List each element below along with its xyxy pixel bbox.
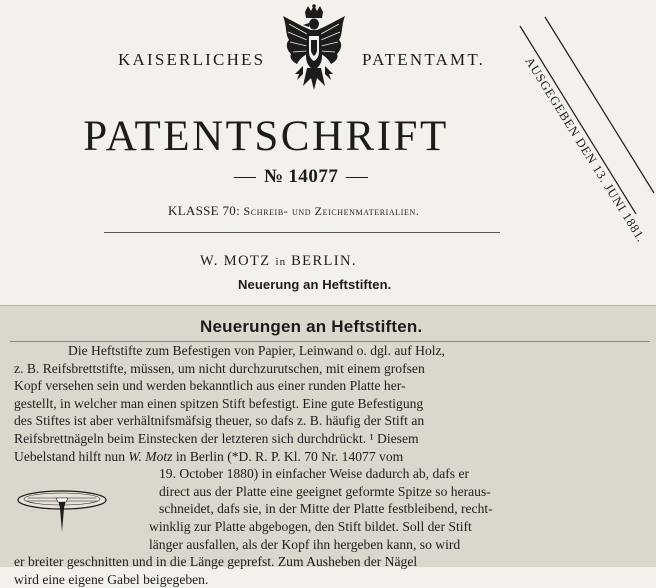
header-left-word: KAISERLICHES <box>118 50 266 69</box>
text-line: schneidet, dafs sie, in der Mitte der Platte festbleibend, recht- <box>159 501 493 517</box>
text-line: winklig zur Platte abgebogen, den Stift bildet. Soll der Stift <box>149 518 472 534</box>
text-line: Die Heftstifte zum Befestigen von Papier, Leinwand o. dgl. auf Holz, <box>68 343 445 358</box>
text-line: z. B. Reifsbrettstifte, müssen, um nicht durchzurutschen, mit einem grofsen <box>14 360 425 376</box>
text-line: er breiter geschnitten und in die Länge geprefst. Zum Ausheben der Nägel <box>14 554 418 570</box>
issue-date-stamp: AUSGEGEBEN DEN 13. JUNI 1881. <box>522 54 649 245</box>
journal-excerpt <box>0 305 656 587</box>
text-line: gestellt, in welcher man einen spitzen Stift befestigt. Eine gute Befestigung <box>14 395 424 411</box>
text-line: des Stiftes ist aber verhältnifsmäfsig theuer, so dafs z. B. häufig der Stift an <box>14 413 425 429</box>
excerpt-paragraph <box>14 342 646 588</box>
text-line: direct aus der Platte eine geeignet geformte Spitze so heraus- <box>159 483 491 499</box>
inventor-line <box>200 253 357 270</box>
inventor-name: W. MOTZ <box>200 253 271 269</box>
patent-number <box>226 166 376 188</box>
header-right-word: PATENTAMT. <box>362 50 486 69</box>
text-line: Kopf versehen sein und werden bekanntlich aus einer runden Platte her- <box>14 378 406 394</box>
klasse-line <box>168 203 420 219</box>
patent-subject: Neuerung an Heftstiften. <box>238 277 392 292</box>
klasse-category: Schreib- und Zeichenmaterialien. <box>243 204 420 218</box>
text-line: Reifsbrettnägeln beim Einstecken der letzteren sich durchdrückt. ¹ Diesem <box>14 430 419 446</box>
inventor-italic: W. Motz <box>128 448 173 464</box>
inventor-city: BERLIN. <box>291 253 357 269</box>
text-line: länger ausfallen, als der Kopf ihn hergeben kann, so wird <box>149 536 461 552</box>
text-line: 19. October 1880) in einfacher Weise dadurch ab, dafs er <box>159 466 470 482</box>
thumbtack-drawing-icon <box>12 486 122 536</box>
number-value: 14077 <box>288 166 339 187</box>
excerpt-title: Neuerungen an Heftstiften. <box>200 317 423 336</box>
divider <box>104 232 500 233</box>
text-line: Uebelstand hilft nun W. Motz in Berlin (*D. R. P. Kl. 70 Nr. 14077 vom <box>14 448 404 464</box>
number-symbol: № <box>264 166 284 187</box>
text-line: wird eine eigene Gabel beigegeben. <box>14 571 209 587</box>
right-dash <box>346 177 368 178</box>
inventor-in: in <box>275 256 287 268</box>
left-dash <box>234 177 256 178</box>
document-title: PATENTSCHRIFT <box>83 113 449 160</box>
klasse-label: KLASSE 70: <box>168 203 240 218</box>
